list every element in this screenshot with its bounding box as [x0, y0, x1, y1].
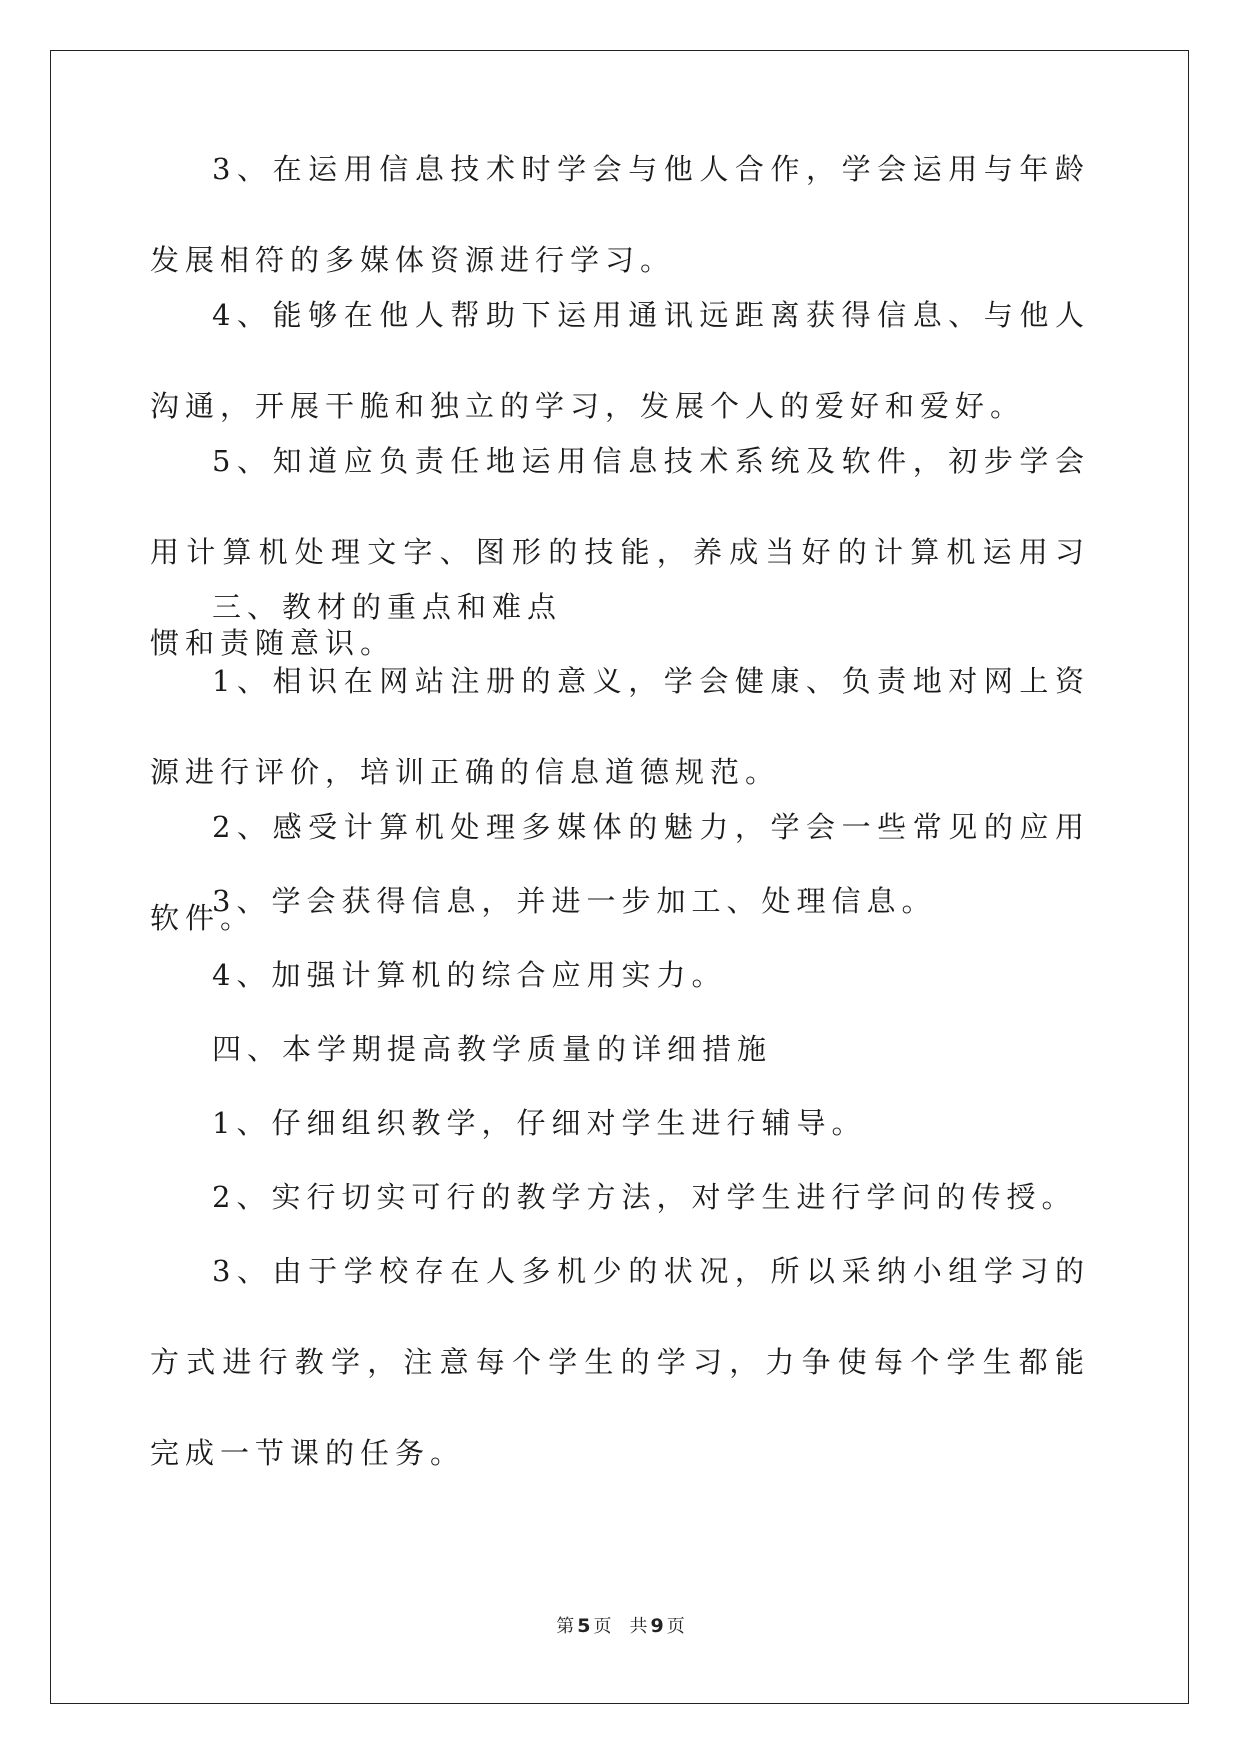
footer-page-suffix: 页 — [593, 1616, 612, 1637]
footer-total-suffix: 页 — [666, 1616, 685, 1637]
paragraph-item-4-communication: 4、能够在他人帮助下运用通讯远距离获得信息、与他人沟通，开展干脆和独立的学习，发展个人的爱好和爱好。 — [150, 298, 1090, 423]
paragraph-key-point-4: 4、加强计算机的综合应用实力。 — [212, 958, 727, 992]
paragraph-key-point-2: 2、感受计算机处理多媒体的魅力，学会一些常见的应用软件。 — [150, 810, 1090, 935]
footer-total-prefix: 共 — [629, 1616, 648, 1637]
paragraph-measure-2: 2、实行切实可行的教学方法，对学生进行学问的传授。 — [212, 1180, 1077, 1214]
page-footer — [0, 1612, 1241, 1638]
section-heading-key-points: 三、教材的重点和难点 — [212, 590, 563, 624]
paragraph-measure-3: 3、由于学校存在人多机少的状况，所以采纳小组学习的方式进行教学，注意每个学生的学习，力争使每个学生都能完成一节课的任务。 — [150, 1254, 1090, 1470]
current-page-number: 5 — [577, 1615, 591, 1637]
paragraph-item-3-cooperation: 3、在运用信息技术时学会与他人合作，学会运用与年龄发展相符的多媒体资源进行学习。 — [150, 152, 1090, 277]
paragraph-key-point-3: 3、学会获得信息，并进一步加工、处理信息。 — [212, 884, 937, 918]
paragraph-measure-1: 1、仔细组织教学，仔细对学生进行辅导。 — [212, 1106, 867, 1140]
paragraph-item-5-responsibility: 5、知道应负责任地运用信息技术系统及软件，初步学会用计算机处理文字、图形的技能，养成当好的计算机运用习惯和责随意识。 — [150, 444, 1090, 660]
paragraph-key-point-1: 1、相识在网站注册的意义，学会健康、负责地对网上资源进行评价，培训正确的信息道德规范。 — [150, 664, 1090, 789]
total-page-count: 9 — [650, 1615, 664, 1637]
footer-prefix: 第 — [556, 1616, 575, 1637]
section-heading-measures: 四、本学期提高教学质量的详细措施 — [212, 1032, 773, 1066]
